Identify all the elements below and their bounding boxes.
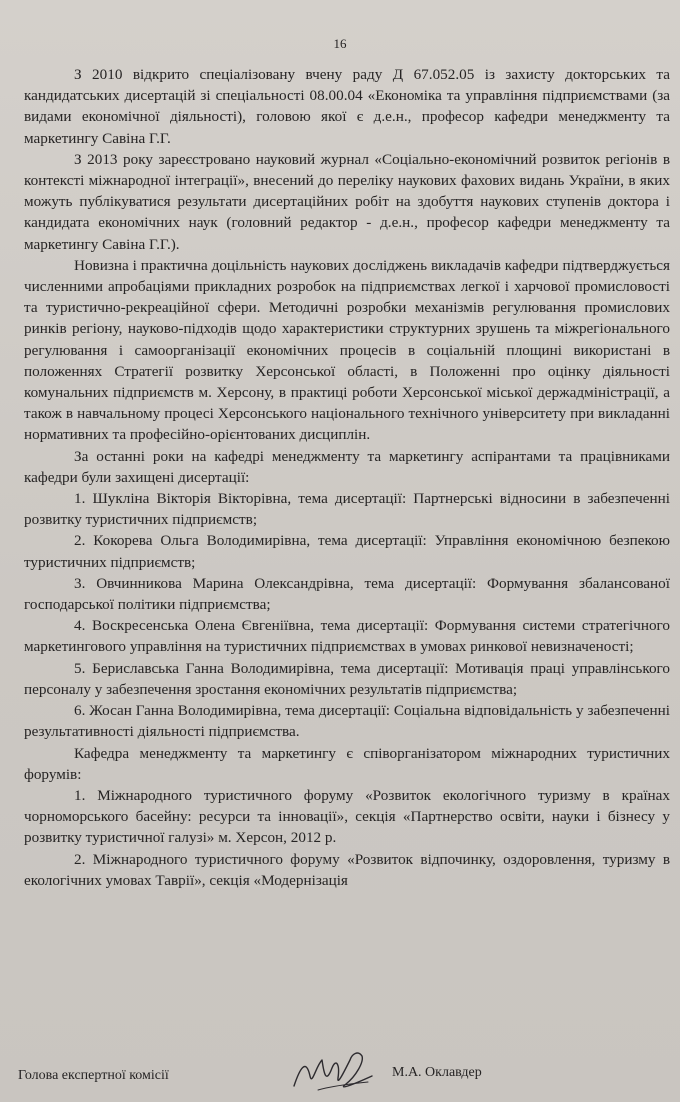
forum-item: 1. Міжнародного туристичного форуму «Розвиток екологічного туризму в країнах чорноморського басейну: ресурси та інновації», секція «Партнерство освіти, науки і бізнесу у розвитку туристичної галузі» м. Херсон, 2012 р. (24, 786, 670, 847)
paragraph-forums-intro: Кафедра менеджменту та маркетингу є співорганізатором міжнародних туристичних форумів: (24, 744, 670, 783)
paragraph-specialized-council: З 2010 відкрито спеціалізовану вчену раду Д 67.052.05 із захисту докторських та кандидатських дисертацій зі спеціальності 08.00.04 «Економіка та управління підприємствами (за видами економічної діяльності), головою якої є д.е.н., професор кафедри менеджменту та маркетингу Савіна Г.Г. (24, 66, 670, 147)
handwritten-signature (288, 1046, 378, 1094)
commission-head-label: Голова експертної комісії (18, 1068, 169, 1083)
paragraph-research-novelty: Новизна і практична доцільність наукових досліджень викладачів кафедри підтверджується численними апробаціями прикладних розробок на підприємствах легкої і харчової промисловості та туристично-рекреаційної сфери. Методичні розробки механізмів регулювання промислових ринків регіону, науково-підходів щодо характеристики структурних зрушень та міжрегіонального регулювання і самоорганізації економічних процесів в соціальній площині використані в положеннях Стратегії розвитку Херсонської області, в Положенні про оцінку діяльності комунальних підприємств м. Херсону, в практиці роботи Херсонської міської держадміністрації, а також в навчальному процесі Херсонського національного технічного університету при викладанні нормативних та професійно-орієнтованих дисциплін. (24, 256, 670, 444)
dissertation-item: 2. Кокорева Ольга Володимирівна, тема дисертації: Управління економічною безпекою туристичних підприємств; (24, 532, 670, 571)
dissertation-item: 6. Жосан Ганна Володимирівна, тема дисертації: Соціальна відповідальність у забезпеченні результативності діяльності підприємства. (24, 702, 670, 741)
paragraph-dissertations-intro: За останні роки на кафедрі менеджменту та маркетингу аспірантами та працівниками кафедри були захищені дисертації: (24, 447, 670, 486)
forum-item: 2. Міжнародного туристичного форуму «Розвиток відпочинку, оздоровлення, туризму в екологічних умовах Таврії», секція «Модернізація (24, 850, 670, 889)
dissertation-item: 5. Бериславська Ганна Володимирівна, тема дисертації: Мотивація праці управлінського персоналу у забезпечення зростання економічних результатів підприємства; (24, 659, 670, 698)
dissertation-item: 3. Овчинникова Марина Олександрівна, тема дисертації: Формування збалансованої господарської політики підприємства; (24, 574, 670, 614)
paragraph-scientific-journal: З 2013 року зареєстровано науковий журнал «Соціально-економічний розвиток регіонів в контексті міжнародної інтеграції», внесений до переліку наукових фахових видань України, в яких можуть публікуватися результати дисертаційних робіт на здобуття наукових ступенів доктора і кандидата економічних наук (головний редактор - д.е.н., професор кафедри менеджменту та маркетингу Савіна Г.Г.). (24, 150, 670, 253)
dissertation-item: 1. Шукліна Вікторія Вікторівна, тема дисертації: Партнерські відносини в забезпеченні розвитку туристичних підприємств; (24, 490, 670, 529)
dissertation-item: 4. Воскресенська Олена Євгеніївна, тема дисертації: Формування системи стратегічного маркетингового управління на туристичних підприємствах в умовах ринкової невизначеності; (24, 617, 670, 656)
signature-block (18, 1062, 658, 1096)
document-body (24, 64, 670, 891)
signer-name: М.А. Оклавдер (392, 1065, 482, 1080)
page-number: 16 (333, 36, 347, 51)
